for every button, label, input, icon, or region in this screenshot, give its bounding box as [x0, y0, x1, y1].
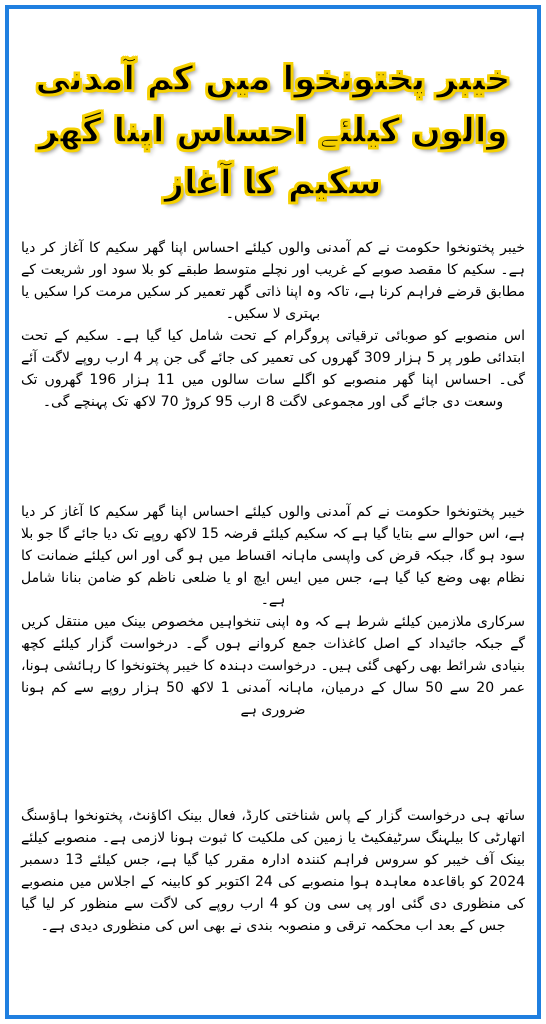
- paragraph: خیبر پختونخوا حکومت نے کم آمدنی والوں کیلئے احساس اپنا گھر سکیم کا آغاز کر دیا ہے، اس حوالے سے بتایا گیا ہے کہ سکیم کیلئے قرضہ 15 لاکھ روپے تک دیا جائے گا جو بلا سود ہو گا، جبکہ قرض کی واپسی ماہانہ اقساط میں ہو گی اور اس کیلئے ضمانت کا نظام بھی وضع کیا گیا ہے، جس میں ایس ایچ او یا ضلعی ناظم کو ضامن بنانا شامل ہے۔: [21, 504, 525, 608]
- paragraph: خیبر پختونخوا حکومت نے کم آمدنی والوں کیلئے احساس اپنا گھر سکیم کا آغاز کر دیا ہے۔ سکیم کا مقصد صوبے کے غریب اور نچلے متوسط طبقے کو بلا سود اور شریعت کے مطابق قرضے فراہم کرنا ہے، تاکہ وہ اپنا ذاتی گھر تعمیر کر سکیں مرمت کرا سکیں یا بہتری لا سکیں۔: [21, 240, 525, 322]
- article-section-2: [21, 501, 525, 721]
- paragraph: اس منصوبے کو صوبائی ترقیاتی پروگرام کے تحت شامل کیا گیا ہے۔ سکیم کے تحت ابتدائی طور پر 5 ہزار 309 گھروں کی تعمیر کی جائے گی جن پر 4 ارب روپے لاگت آئے گی۔ احساس اپنا گھر منصوبے کو اگلے سات سالوں میں 11 ہزار 196 گھروں تک وسعت دی جائے گی اور مجموعی لاگت 8 ارب 95 کروڑ 70 لاکھ تک پہنچے گی۔: [21, 328, 526, 410]
- paragraph: سرکاری ملازمین کیلئے شرط ہے کہ وہ اپنی تنخواہیں مخصوص بینک میں منتقل کریں گے جبکہ جائیداد کے اصل کاغذات جمع کروانے ہوں گے۔ درخواست گزار کیلئے کچھ بنیادی شرائط بھی رکھی گئی ہیں۔ درخواست دہندہ کا خیبر پختونخوا کا رہائشی ہونا، عمر 20 سے 50 سال کے درمیان، ماہانہ آمدنی 1 لاکھ 50 ہزار روپے سے کم ہونا ضروری ہے: [21, 614, 525, 718]
- page-frame: [5, 5, 541, 1019]
- headline-line-1: خیبر پختونخوا میں کم آمدنی: [35, 59, 511, 99]
- headline: [9, 53, 537, 213]
- article-section-1: [21, 237, 525, 413]
- headline-line-3: سکیم کا آغاز: [164, 163, 382, 203]
- headline-line-2: والوں کیلئے احساس اپنا گھر: [38, 111, 508, 151]
- article-section-3: [21, 805, 525, 937]
- paragraph: ساتھ ہی درخواست گزار کے پاس شناختی کارڈ، فعال بینک اکاؤنٹ، پختونخوا ہاؤسنگ اتھارٹی کا بیلہنگ سرٹیفکیٹ یا زمین کی ملکیت کا ثبوت ہونا لازمی ہے۔ منصوبے کیلئے بینک آف خیبر کو سروس فراہم کنندہ ادارہ مقرر کیا گیا ہے، جس کیلئے 13 دسمبر 2024 کو باقاعدہ معاہدہ ہوا منصوبے کی 24 اکتوبر کو کابینہ کے اجلاس میں منصوبے کی منظوری دی گئی اور پی سی ون کو 4 ارب روپے کی لاگت سے منظور کر لیا گیا جس کے بعد اب محکمہ ترقی و منصوبہ بندی نے بھی اس کی منظوری دیدی ہے۔: [21, 808, 526, 934]
